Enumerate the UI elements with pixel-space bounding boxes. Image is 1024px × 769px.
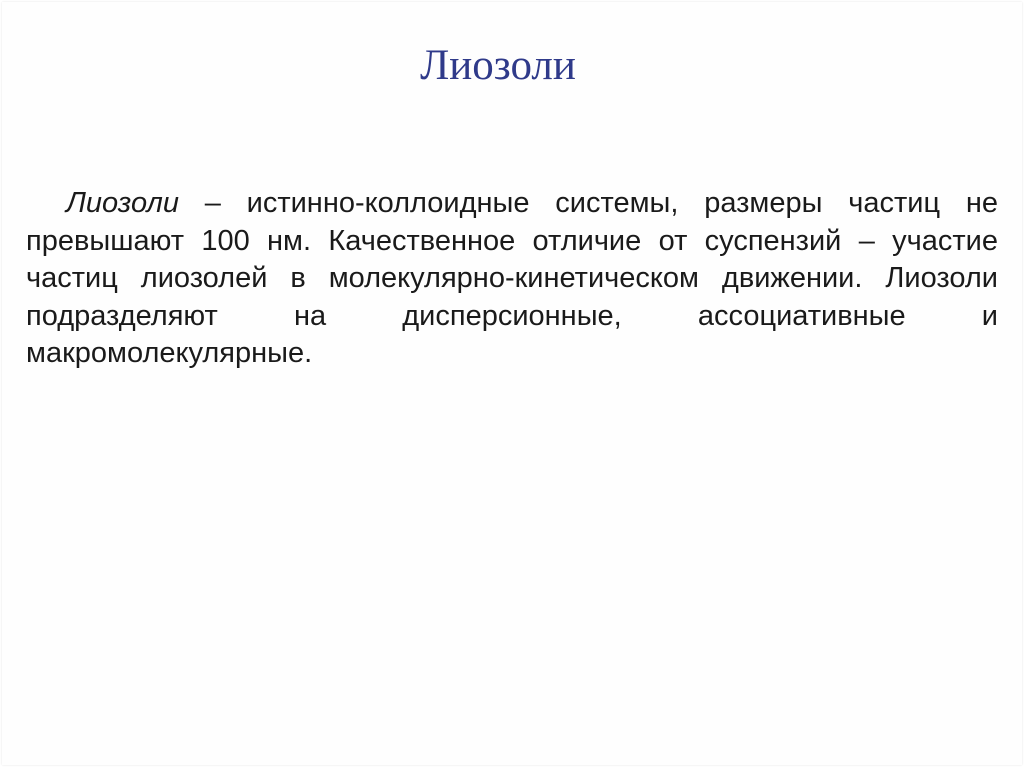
slide-paragraph: [26, 185, 998, 373]
slide: [2, 2, 1022, 765]
definition-text: – истинно-коллоидные системы, размеры частиц не превышают 100 нм. Качественное отличие от суспензий – участие частиц лиозолей в молекулярно-кинетическом движении. Лиозоли подразделяют на дисперсионные, ассоциативные и макромолекулярные.: [26, 187, 998, 369]
slide-title: Лиозоли: [420, 42, 576, 89]
definition-term: Лиозоли: [66, 187, 179, 219]
